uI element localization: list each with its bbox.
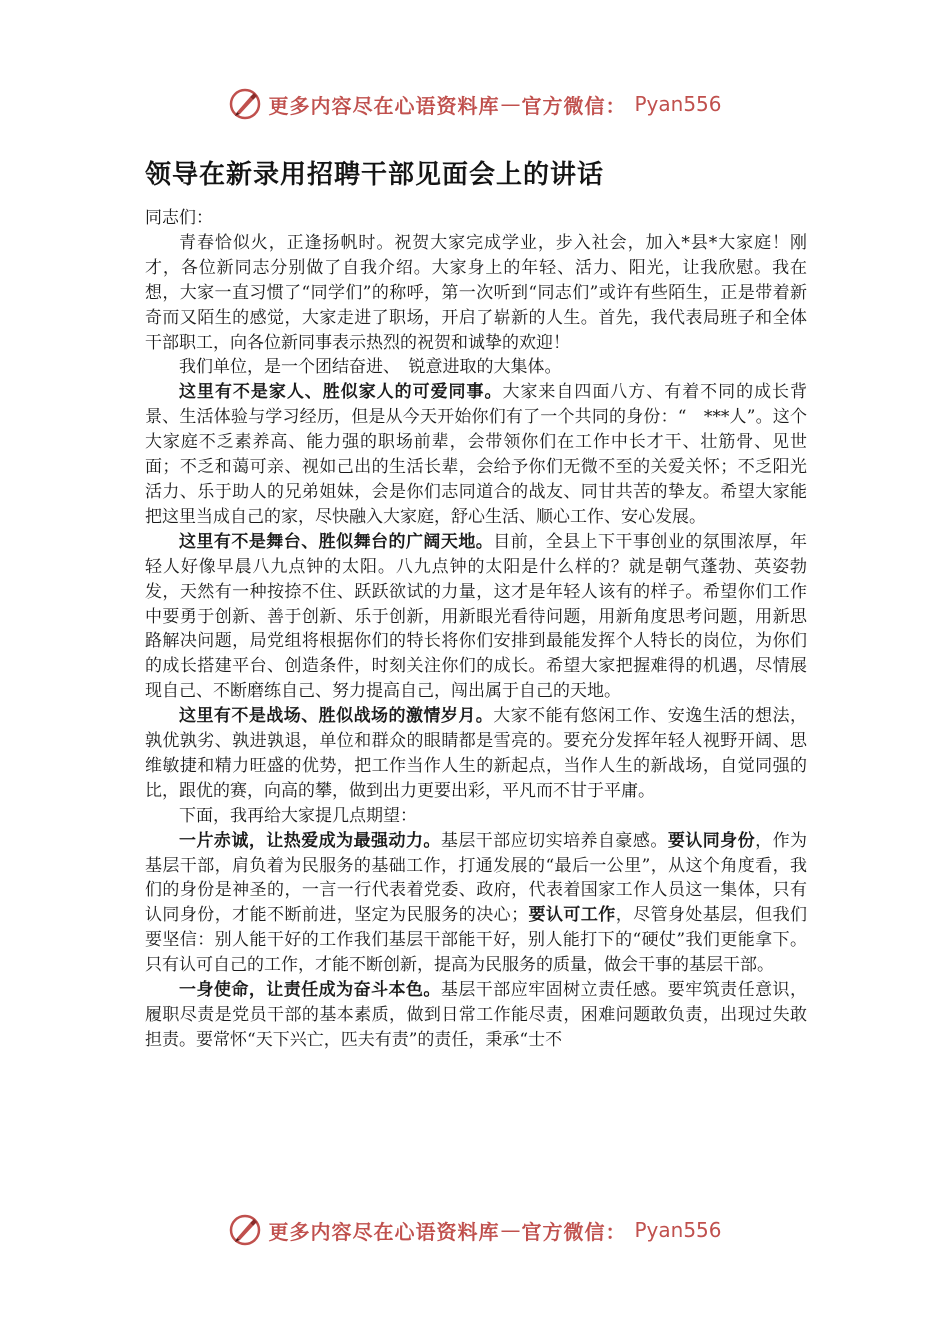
paragraph-sincerity-text-1: 基层干部应切实培养自豪感。: [440, 830, 668, 851]
paragraph-battlefield-text: 大家不能有悠闲工作、安逸生活的想法，孰优孰劣、孰进孰退，单位和群众的眼睛都是雪亮的。要充分发挥年轻人视野开阔、思维敏捷和精力旺盛的优势，把工作当作人生的新起点，当作人生的新战场，自觉同强的比，跟优的赛，向高的攀，做到出力更要出彩，平凡而不甘于平庸。: [145, 706, 808, 801]
paragraph-colleagues-heading: 这里有不是家人、胜似家人的可爱同事。: [179, 382, 503, 403]
banner-wechat-id: Pyan556: [634, 1218, 722, 1242]
pen-logo-icon: [228, 87, 262, 121]
banner-text: 更多内容尽在心语资料库: [268, 93, 500, 118]
banner-dash: —: [500, 1218, 521, 1242]
banner-wechat-id: Pyan556: [634, 92, 722, 116]
banner-dash: —: [500, 92, 521, 116]
paragraph-mission-text: 基层干部应牢固树立责任感。要牢筑责任意识，履职尽责是党员干部的基本素质，做到日常工作能尽责，困难问题敢负责，出现过失敢担责。要常怀“天下兴亡，匹夫有责”的责任，秉承“士不: [145, 980, 808, 1050]
banner-text: 更多内容尽在心语资料库: [268, 1219, 500, 1244]
paragraph-battlefield-heading: 这里有不是战场、胜似战场的激情岁月。: [179, 706, 494, 727]
banner-wechat-label: 官方微信：: [521, 1219, 627, 1244]
paragraph-stage-text: 目前，全县上下干事创业的氛围浓厚，年轻人好像早晨八九点钟的太阳。八九点钟的太阳是什么样的？就是朝气蓬勃、英姿勃发，天然有一种按捺不住、跃跃欲试的力量，这才是年轻人该有的样子。希望你们工作中要勇于创新、善于创新、乐于创新，用新眼光看待问题，用新角度思考问题，用新思路解决问题，局党组将根据你们的特长将你们安排到最能发挥个人特长的岗位，为你们的成长搭建平台、创造条件，时刻关注你们的成长。希望大家把握难得的机遇，尽情展现自己、不断磨练自己、努力提高自己，闯出属于自己的天地。: [145, 531, 808, 702]
paragraph-sincerity-heading: 一片赤诚，让热爱成为最强动力。: [179, 830, 441, 851]
salutation: 同志们：: [145, 208, 213, 228]
paragraph-sincerity: [145, 829, 807, 978]
paragraph-expectations: 下面，我再给大家提几点期望：: [179, 805, 417, 826]
paragraph-sincerity-text-3: ，尽管身处基层，但我们要坚信：别人能干好的工作我们基层干部能干好，别人能打下的“硬仗”我们更能拿下。只有认可自己的工作，才能不断创新，提高为民服务的质量，做会干事的基层干部。: [145, 905, 808, 976]
paragraph-intro: 青春恰似火，正逢扬帆时。祝贺大家完成学业，步入社会，加入*县*大家庭！刚才，各位新同志分别做了自我介绍。大家身上的年轻、活力、阳光，让我欣慰。我在想，大家一直习惯了“同学们”的称呼，第一次听到“同志们”或许有些陌生，正是带着新奇而又陌生的感觉，大家走进了职场，开启了崭新的人生。首先，我代表局班子和全体干部职工，向各位新同事表示热烈的祝贺和诚挚的欢迎！: [145, 232, 807, 353]
document-body: [145, 206, 807, 1053]
document-title: 领导在新录用招聘干部见面会上的讲话: [145, 160, 605, 190]
paragraph-mission-heading: 一身使命，让责任成为奋斗本色。: [179, 980, 441, 1001]
paragraph-colleagues: [145, 380, 807, 529]
footer-banner: [0, 1210, 950, 1250]
paragraph-sincerity-text-2: ，作为基层干部，肩负着为民服务的基础工作，打通发展的“最后一公里”，从这个角度看，我们的身份是神圣的，一言一行代表着党委、政府，代表着国家工作人员这一集体，只有认同身份，才能不断前进，坚定为民服务的决心；: [145, 830, 808, 926]
header-banner: [0, 84, 950, 124]
paragraph-stage-heading: 这里有不是舞台、胜似舞台的广阔天地。: [179, 531, 494, 552]
paragraph-unit: 我们单位，是一个团结奋进、 锐意进取的大集体。: [179, 357, 562, 378]
paragraph-stage: [145, 530, 807, 704]
paragraph-battlefield: [145, 704, 807, 804]
paragraph-sincerity-bold-2: 要认同身份: [667, 830, 756, 851]
paragraph-colleagues-text: 大家来自四面八方、有着不同的成长背景、生活体验与学习经历，但是从今天开始你们有了一个共同的身份：“ ***人”。这个大家庭不乏素养高、能力强的职场前辈，会带领你们在工作中长才干、壮筋骨、见世面；不乏和蔼可亲、视如己出的生活长辈，会给予你们无微不至的关爱关怀；不乏阳光活力、乐于助人的兄弟姐妹，会是你们志同道合的战友、同甘共苦的挚友。希望大家能把这里当成自己的家，尽快融入大家庭，舒心生活、顺心工作、安心发展。: [145, 382, 808, 527]
banner-wechat-label: 官方微信：: [521, 93, 627, 118]
paragraph-sincerity-bold-3: 要认可工作: [528, 905, 616, 926]
pen-logo-icon: [228, 1213, 262, 1247]
paragraph-mission: [145, 978, 807, 1053]
